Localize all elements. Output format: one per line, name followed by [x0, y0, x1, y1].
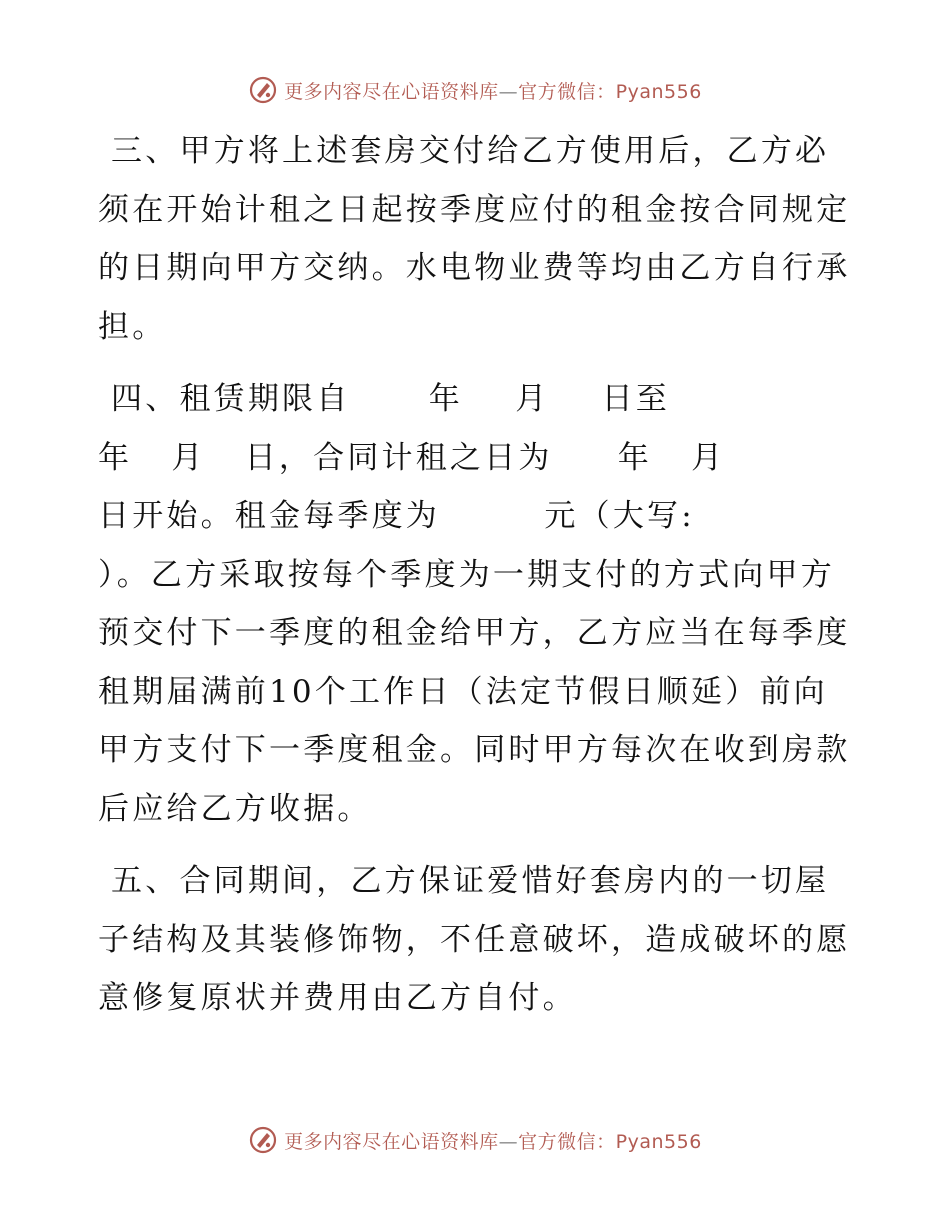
text-line: 三、甲方将上述套房交付给乙方使用后，乙方必: [98, 133, 830, 169]
text-line: ）。乙方采取按每个季度为一期支付的方式向甲方: [98, 556, 835, 593]
page-footer-watermark: [0, 1120, 950, 1160]
text-line: 年 月 日，合同计租之日为 年 月: [98, 439, 726, 476]
text-line: 的日期向甲方交纳。水电物业费等均由乙方自行承: [98, 250, 851, 286]
document-body: [98, 122, 850, 1028]
text-line: 子结构及其装修饰物，不任意破坏，造成破坏的愿: [98, 921, 851, 958]
clause-3-paragraph: [98, 122, 850, 356]
brand-logo-icon: [248, 75, 278, 105]
text-line: 后应给乙方收据。: [98, 790, 372, 827]
text-line: 五、合同期间，乙方保证爱惜好套房内的一切屋: [98, 863, 830, 899]
text-line: 预交付下一季度的租金给甲方，乙方应当在每季度: [98, 615, 851, 651]
footer-watermark-text: 更多内容尽在心语资料库—官方微信：Pyan556: [284, 1130, 702, 1153]
text-line: 四、租赁期限自 年 月 日至: [98, 381, 671, 417]
text-line: 租期届满前10个工作日（法定节假日顺延）前向: [98, 673, 828, 710]
text-line: 日开始。租金每季度为 元（大写:: [98, 498, 695, 534]
text-line: 甲方支付下一季度租金。同时甲方每次在收到房款: [98, 732, 851, 768]
header-watermark-text: 更多内容尽在心语资料库—官方微信：Pyan556: [284, 80, 702, 103]
brand-logo-icon: [248, 1125, 278, 1155]
clause-4-paragraph: [98, 370, 850, 838]
clause-5-paragraph: [98, 852, 850, 1028]
text-line: 担。: [98, 308, 167, 345]
text-line: 意修复原状并费用由乙方自付。: [98, 980, 577, 1016]
page-header-watermark: [0, 70, 950, 110]
text-line: 须在开始计租之日起按季度应付的租金按合同规定: [98, 191, 851, 228]
